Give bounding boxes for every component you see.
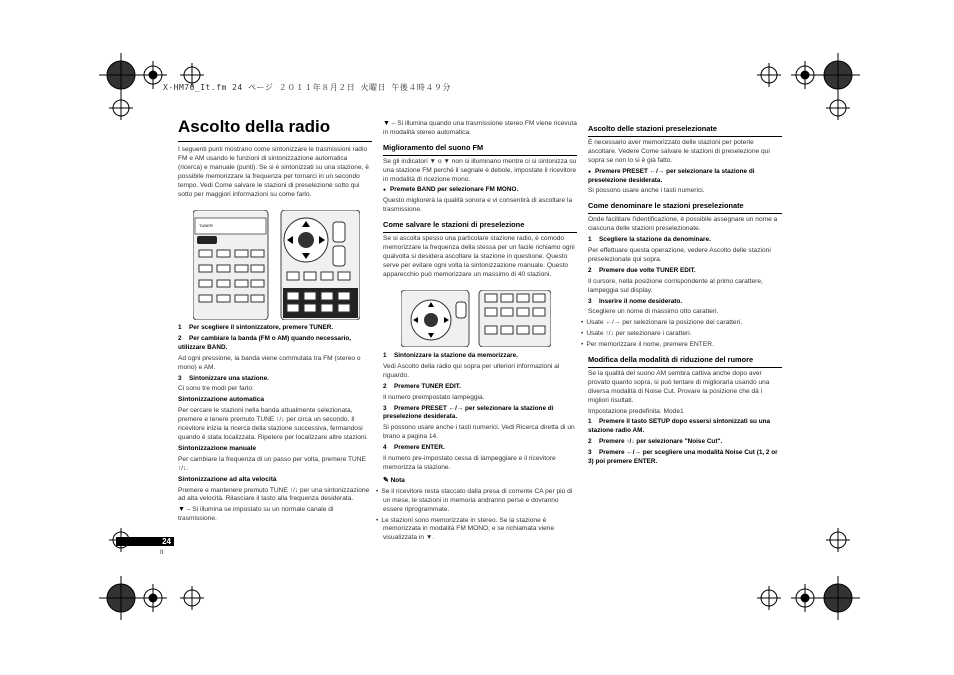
remote-illustration-1 [193,210,360,320]
name-step-3-note: Scegliere un nome di massimo otto caratteri. [588,308,719,316]
listen-presets-text: È necessario aver memorizzato delle stazioni per poterle ascoltare. Vedere Come salvare le stazioni di preselezione qui sopra se non lo si è già fatto. [588,138,770,164]
noise-step-1: 1 Premere il tasto SETUP dopo essersi sintonizzati su una stazione radio AM. [588,418,771,435]
step-2-note: Ad ogni pressione, la banda viene commutata tra FM (stereo o mono) e AM. [178,354,361,371]
step-1: 1 Per scegliere il sintonizzatore, premere TUNER. [178,324,334,331]
page-number: 24 [116,537,174,546]
save-presets-heading: Come salvare le stazioni di preselezione [383,221,577,233]
step-3: 3 Sintonizzare una stazione. [178,374,269,382]
save-step-1: 1 Sintonizzare la stazione da memorizzare. [383,352,518,359]
column-2-steps [383,352,577,545]
save-step-4-note: Il numero pre-impostato cessa di lampeggiare e il ricevitore memorizza la stazione. [383,455,556,471]
listen-presets-note: Si possono usare anche i tasti numerici. [588,187,705,195]
name-bullet-3: • Per memorizzare il nome, premere ENTER. [588,341,782,350]
noise-step-2: 2 Premere ↑/↓ per selezionare "Noise Cut". [588,438,723,446]
fast-tuning-text: Premere e mantenere premuto TUNE ↑/↓ per una sintonizzazione ad alta velocità. Rilasciare il tasto alla frequenza desiderata. [178,486,370,503]
nota-heading: ✎ Nota [383,476,405,484]
title-rule [178,141,372,142]
remote-label-tuner: TUNER [199,223,213,228]
listen-presets-heading: Ascolto delle stazioni preselezionate [588,125,782,137]
listen-presets-step: ● Premere PRESET ←/→ per selezionare la stazione di preselezione desiderata. [588,168,782,186]
language-code: It [160,550,164,556]
manual-tuning-text: Per cambiare la frequenza di un passo per volta, premere TUNE ↑/↓. [178,455,366,472]
save-step-3: 3 Premere PRESET ←/→ per selezionare la stazione di preselezione desiderata. [383,404,554,421]
name-step-1: 1 Scegliere la stazione da denominare. [588,236,711,244]
fm-sound-step-note: Questo migliorerà la qualità sonora e vi consentirà di ascoltare la trasmissione. [383,197,573,214]
name-step-3: 3 Inserire il nome desiderato. [588,297,683,305]
stereo-note: ▼ – Si illumina quando una trasmissione stereo FM viene ricevuta in modalità stereo automatica. [383,120,577,136]
name-step-2: 2 Premere due volte TUNER EDIT. [588,266,696,274]
name-step-1-note: Per effettuare questa operazione, vedere Ascolto delle stazioni preselezionate qui sopra. [588,246,771,263]
noise-step-3: 3 Premere ←/→ per scegliere una modalità Noise Cut (1, 2 or 3) poi premere ENTER. [588,449,778,466]
save-step-2-note: Il numero preimpostato lampeggia. [383,393,485,401]
fast-tuning-title: Sintonizzazione ad alta velocità [178,475,277,483]
auto-tuning-text: Per cercare le stazioni nella banda attualmente selezionata, premere e tenere premuto TUNE ↑/↓ per circa un secondo. Il ricevitore inizia la ricerca della stazione successiva, fermandosi quando è stata localizzata. Ripetere per localizzare altre stazioni. [178,407,368,441]
nota-item-1: • Se il ricevitore resta staccato dalla presa di corrente CA per più di un mese, le stazioni in memoria andranno perse e dovranno essere riprogrammate. [383,488,577,515]
save-step-3-note: Si possono usare anche i tasti numerici. Vedi Ricerca diretta di un brano a pagina 14. [383,424,575,441]
column-1 [178,146,372,201]
step-2: 2 Per cambiare la banda (FM o AM) quando necessario, utilizzare BAND. [178,334,352,351]
noise-cut-heading: Modifica della modalità di riduzione del rumore [588,356,782,368]
save-step-4: 4 Premere ENTER. [383,444,445,452]
name-presets-text: Onde facilitare l'identificazione, è possibile assegnare un nome a ciascuna delle stazioni preselezionate. [588,216,778,233]
fm-sound-text: Se gli indicatori ▼ o ▼ non si illuminano mentre ci si sintonizza su una stazione FM perché il segnale è debole, impostate il ricevitore in modalità di ricezione mono. [383,157,577,183]
name-bullet-1: • Usate ←/→ per selezionare la posizione dei caratteri. [588,319,782,328]
file-header: X-HM70_It.fm 24 ページ ２０１１年８月２日 火曜日 午後４時４９分 [163,83,451,92]
name-bullet-2: • Usate ↑/↓ per selezionare i caratteri. [588,330,782,339]
tuned-note: ▼ – Si illumina se impostato su un normale canale di trasmissione. [178,506,334,523]
column-2 [383,120,577,282]
stereo-indicator-icon: ▼ [383,120,390,127]
note-icon: ✎ [383,476,389,484]
remote-labels-1 [199,223,213,228]
page-title: Ascolto della radio [178,117,331,136]
noise-cut-default: Impostazione predefinita: Mode1 [588,407,684,415]
fm-sound-heading: Miglioramento del suono FM [383,144,577,156]
step-3-note: Ci sono tre modi per farlo: [178,385,254,393]
manual-tuning-title: Sintonizzazione manuale [178,444,257,452]
fm-sound-step: ● Premete BAND per selezionare FM MONO. [383,186,577,195]
save-step-1-note: Vedi Ascolto della radio qui sopra per ulteriori informazioni al riguardo. [383,362,560,379]
remote-illustration-2 [401,290,551,347]
name-presets-heading: Come denominare le stazioni preselezionate [588,202,782,214]
name-step-2-note: Il cursore, nella posizione corrispondente al primo carattere, lampeggia sul display. [588,277,763,294]
column-1-steps [178,324,372,526]
intro-text: I seguenti punti mostrano come sintonizzare le trasmissioni radio FM e AM usando le funzioni di sintonizzazione automatica (ricerca) e manuale (punti). Se si è sintonizzati su una stazione, è possibile memorizzare la frequenza per tornarci in un secondo tempo. Vedi Come salvare le stazioni di preselezione sotto qui sotto per maggiori informazioni su come farlo. [178,146,369,198]
auto-tuning-title: Sintonizzazione automatica [178,396,265,404]
noise-cut-text: Se la qualità del suono AM sembra cattiva anche dopo aver provato quanto sopra, si può tentare di migliorarla usando una diversa modalità di Noise Cut. Provare la posizione che dà i migliori risultati. [588,369,770,404]
save-presets-text: Se si ascolta spesso una particolare stazione radio, è comodo memorizzare la frequenza della stessa per un facile richiamo ogni qualvolta si desidera ascoltare la stazione in questione. Questo serve per evitare ogni volta la sintonizzazione manuale. Questo apparecchio può memorizzare un massimo di 40 stazioni. [383,235,575,278]
nota-item-2: • Le stazioni sono memorizzate in stereo. Se la stazione è memorizzata in modalità FM MONO, e se richiamata viene visualizzata in ▼. [383,517,577,544]
save-step-2: 2 Premere TUNER EDIT. [383,382,461,390]
column-3 [588,125,782,469]
tuned-indicator-icon: ▼ [178,506,185,514]
